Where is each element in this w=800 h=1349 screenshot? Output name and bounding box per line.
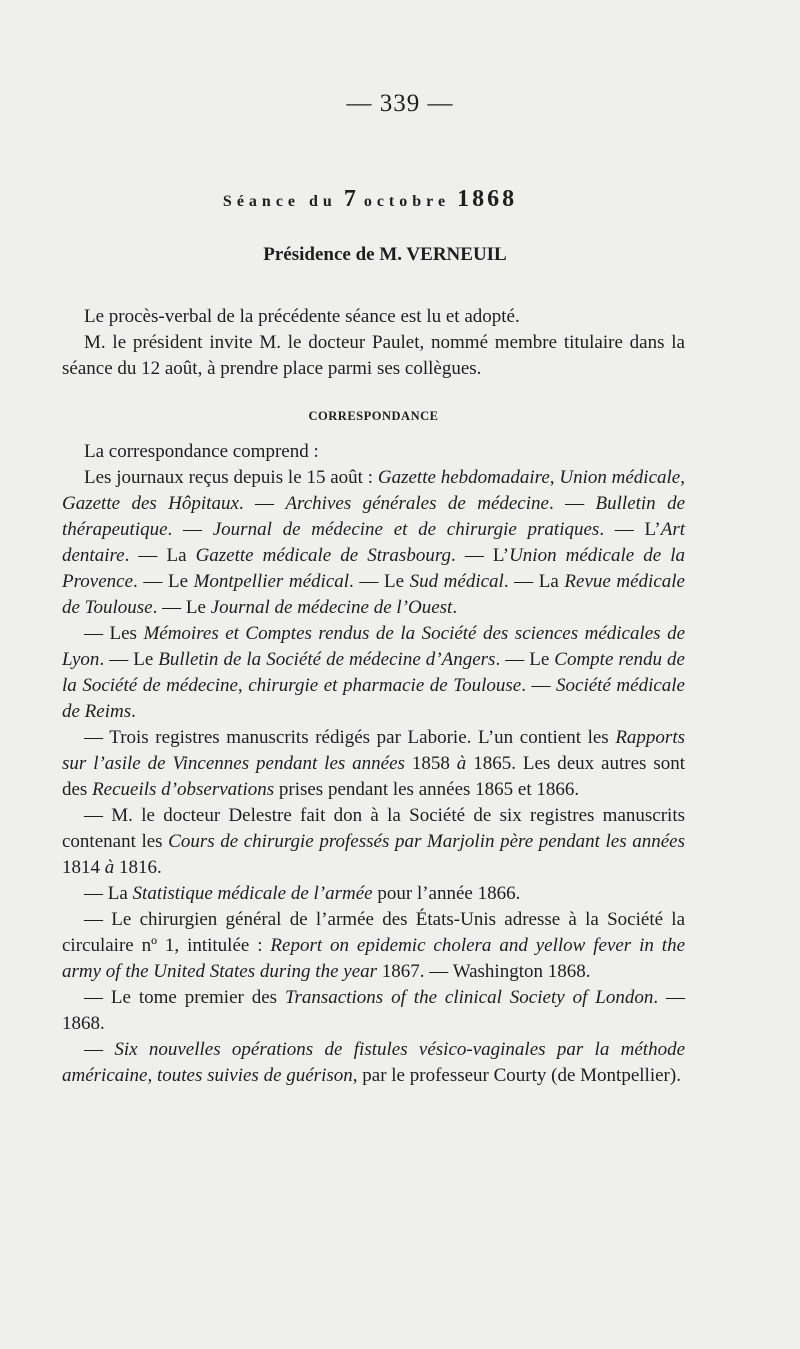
paragraph-fistules bbox=[62, 1037, 685, 1089]
text-run: . — L’ bbox=[451, 545, 510, 566]
italic-title-text: Cours de chirurgie professés par Marjolin père pendant les années bbox=[168, 831, 685, 852]
italic-title-text: à bbox=[104, 857, 115, 878]
text-run: . bbox=[452, 597, 458, 618]
paragraph-memoires bbox=[62, 621, 685, 725]
italic-title-text: Rapports sur l’asile de Vincennes pendant les années bbox=[62, 727, 685, 774]
text-run: — Trois registres manuscrits rédigés par Laborie. L’un contient les bbox=[84, 727, 616, 748]
italic-title-text: Archives générales de médecine bbox=[285, 493, 549, 514]
text-run: . — bbox=[238, 493, 286, 514]
text-run: . — Le bbox=[99, 649, 159, 670]
paragraph-intro: La correspondance comprend : bbox=[84, 441, 319, 462]
paragraph-delestre bbox=[62, 803, 685, 881]
text-run: . — bbox=[167, 519, 213, 540]
text-run: . — 1868. bbox=[62, 987, 686, 1034]
italic-title-text: à bbox=[456, 753, 467, 774]
seance-day: 7 bbox=[343, 186, 357, 212]
text-run: . — bbox=[548, 493, 596, 514]
italic-title-text: Report on epidemic cholera and yellow fever in the army of the United States during the year bbox=[62, 935, 685, 982]
page-number: — 339 — bbox=[346, 90, 454, 117]
paragraph-registres bbox=[62, 725, 685, 803]
italic-title-text: Six nouvelles opérations de fistules vésico-vaginales par la méthode américaine, toutes suivies de guérison bbox=[62, 1039, 686, 1086]
text-run: — Le chirurgien général de l’armée des États-Unis adresse à la Société la circulaire nº 1, intitulée : bbox=[62, 909, 685, 956]
text-run: — Les bbox=[84, 623, 144, 644]
text-run: . — Le bbox=[349, 571, 410, 592]
italic-title-text: Bulletin de thérapeutique bbox=[62, 493, 686, 540]
text-run: — Le tome premier des bbox=[84, 987, 285, 1008]
italic-title-text: Revue médicale de Toulouse bbox=[62, 571, 685, 618]
italic-title-text: Transactions of the clinical Society of London bbox=[285, 987, 654, 1008]
italic-title-text: Gazette hebdomadaire, Union médicale, Gazette des Hôpitaux bbox=[62, 467, 685, 514]
text-run: 1858 bbox=[404, 753, 457, 774]
text-run: — bbox=[84, 1039, 115, 1060]
seance-heading bbox=[0, 186, 740, 213]
seance-prefix: Séance du bbox=[222, 193, 337, 210]
italic-title-text: Journal de médecine et de chirurgie pratiques bbox=[212, 519, 600, 540]
text-run: . — L’ bbox=[599, 519, 661, 540]
italic-title-text: Union médicale de la Provence bbox=[62, 545, 685, 592]
italic-title-text: Recueils d’observations bbox=[92, 779, 275, 800]
text-run: 1867. — Washington 1868. bbox=[377, 961, 591, 982]
text-run: pour l’année 1866. bbox=[372, 883, 521, 904]
italic-title-text: Sud médical bbox=[409, 571, 504, 592]
text-run: — M. le docteur Delestre fait don à la Société de six registres manuscrits contenant les bbox=[62, 805, 685, 852]
italic-title-text: Bulletin de la Société de médecine d’Angers bbox=[158, 649, 496, 670]
text-run: Les journaux reçus depuis le 15 août : bbox=[84, 467, 378, 488]
text-run: . — Le bbox=[152, 597, 211, 618]
text-run: . — bbox=[521, 675, 557, 696]
italic-title-text: Journal de médecine de l’Ouest bbox=[210, 597, 453, 618]
body-text bbox=[62, 304, 685, 1089]
italic-title-text: Art dentaire bbox=[62, 519, 686, 566]
text-run: . — La bbox=[503, 571, 565, 592]
seance-month: octobre bbox=[363, 193, 451, 210]
text-run: — La bbox=[84, 883, 133, 904]
text-run: . — Le bbox=[495, 649, 555, 670]
paragraph-journals bbox=[62, 465, 685, 621]
italic-title-text: Mémoires et Comptes rendus de la Société des sciences médicales de Lyon bbox=[62, 623, 686, 670]
text-run: . — Le bbox=[133, 571, 194, 592]
text-run: . bbox=[131, 701, 136, 722]
paragraph-minutes: Le procès-verbal de la précédente séance est lu et adopté. bbox=[84, 306, 520, 327]
paragraph-statistique bbox=[62, 881, 685, 907]
text-run: 1865. Les deux autres sont des bbox=[62, 753, 686, 800]
section-title: CORRESPONDANCE bbox=[308, 409, 439, 423]
italic-title-text: Société médicale de Reims bbox=[62, 675, 685, 722]
seance-year: 1868 bbox=[457, 186, 518, 212]
paragraph-transactions bbox=[62, 985, 685, 1037]
italic-title-text: Statistique médicale de l’armée bbox=[132, 883, 373, 904]
italic-title-text: Gazette médicale de Strasbourg bbox=[195, 545, 452, 566]
text-run: 1814 bbox=[62, 857, 105, 878]
paragraph-new-member: M. le président invite M. le docteur Paulet, nommé membre titulaire dans la séance du 12 août, à prendre place parmi ses collègues. bbox=[62, 332, 685, 379]
italic-title-text: Compte rendu de la Société de médecine, chirurgie et pharmacie de Toulouse bbox=[62, 649, 685, 696]
paragraph-us-army bbox=[62, 907, 685, 985]
presidence-line: Présidence de M. VERNEUIL bbox=[263, 244, 507, 265]
text-run: 1816. bbox=[114, 857, 162, 878]
text-run: prises pendant les années 1865 et 1866. bbox=[274, 779, 580, 800]
italic-title-text: Montpellier médical bbox=[193, 571, 350, 592]
text-run: , par le professeur Courty (de Montpellier). bbox=[352, 1065, 681, 1086]
text-run: . — La bbox=[124, 545, 196, 566]
